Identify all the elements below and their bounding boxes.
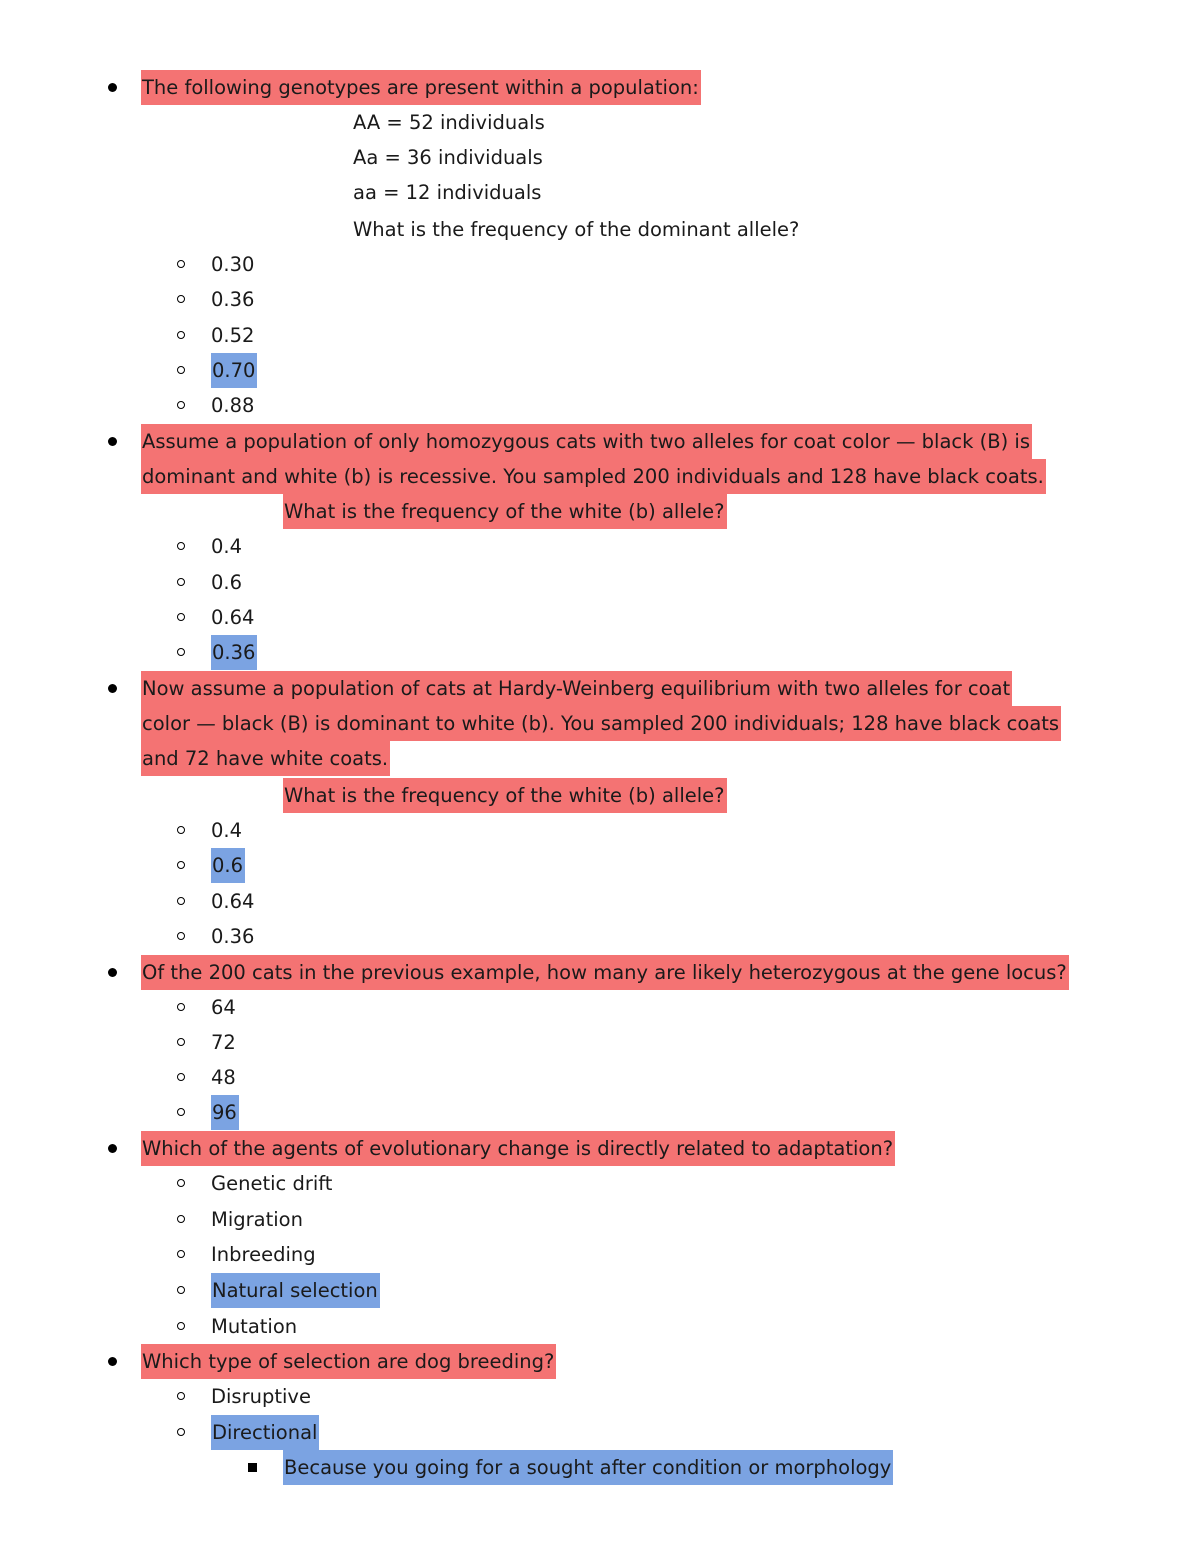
circle-bullet-icon [177, 1003, 185, 1011]
answer-option-correct [0, 1415, 1200, 1450]
question-3-text-line-2: color — black (B) is dominant to white (b). You sampled 200 individuals; 128 have black coats [141, 706, 1061, 741]
answer-option [0, 813, 1200, 848]
answer-explanation [0, 1450, 1200, 1485]
answer-option-text: 0.64 [211, 606, 255, 629]
answer-option [0, 1025, 1200, 1060]
question-4 [0, 955, 1200, 990]
question-2-continued [0, 459, 1200, 494]
answer-option-text: 0.36 [211, 288, 255, 311]
answer-option-text: 0.36 [211, 635, 257, 670]
answer-option-text: Natural selection [211, 1273, 380, 1308]
answer-option [0, 600, 1200, 635]
answer-option-text: 72 [211, 1031, 236, 1054]
circle-bullet-icon [177, 542, 185, 550]
answer-option-text: 96 [211, 1095, 239, 1130]
bullet-icon [108, 684, 117, 693]
answer-option-correct [0, 848, 1200, 883]
question-1-text: The following genotypes are present within a population: [141, 70, 701, 105]
question-5 [0, 1131, 1200, 1166]
answer-option-text: 0.36 [211, 925, 255, 948]
question-3-text-line-3: and 72 have white coats. [141, 741, 390, 776]
answer-option-text: 48 [211, 1066, 236, 1089]
circle-bullet-icon [177, 1038, 185, 1046]
genotype-heterozygous: Aa = 36 individuals [353, 146, 543, 169]
circle-bullet-icon [177, 401, 185, 409]
circle-bullet-icon [177, 932, 185, 940]
answer-option-text: 0.4 [211, 819, 243, 842]
circle-bullet-icon [177, 1322, 185, 1330]
answer-option-text: Directional [211, 1415, 319, 1450]
question-2 [0, 424, 1200, 459]
answer-option [0, 1379, 1200, 1414]
answer-option [0, 919, 1200, 954]
circle-bullet-icon [177, 897, 185, 905]
bullet-icon [108, 83, 117, 92]
circle-bullet-icon [177, 1179, 185, 1187]
bullet-icon [108, 1144, 117, 1153]
bullet-icon [108, 1357, 117, 1366]
answer-option [0, 318, 1200, 353]
genotype-line [0, 140, 1200, 175]
genotype-aa-recessive: aa = 12 individuals [353, 181, 542, 204]
answer-option [0, 282, 1200, 317]
bullet-icon [108, 437, 117, 446]
question-5-text: Which of the agents of evolutionary change is directly related to adaptation? [141, 1131, 895, 1166]
circle-bullet-icon [177, 648, 185, 656]
question-4-text: Of the 200 cats in the previous example, how many are likely heterozygous at the gene locus? [141, 955, 1069, 990]
answer-option-correct [0, 1095, 1200, 1130]
genotype-line [0, 105, 1200, 140]
circle-bullet-icon [177, 1428, 185, 1436]
answer-option-text: 0.6 [211, 571, 243, 594]
answer-option [0, 884, 1200, 919]
answer-option [0, 1237, 1200, 1272]
question-2-text-line-1: Assume a population of only homozygous cats with two alleles for coat color — black (B) is [141, 424, 1032, 459]
circle-bullet-icon [177, 366, 185, 374]
answer-option [0, 529, 1200, 564]
circle-bullet-icon [177, 1073, 185, 1081]
question-3-text-line-1: Now assume a population of cats at Hardy-Weinberg equilibrium with two alleles for coat [141, 671, 1012, 706]
answer-option-text: 0.52 [211, 324, 255, 347]
answer-option [0, 1060, 1200, 1095]
answer-option-text: 0.30 [211, 253, 255, 276]
answer-option-correct [0, 353, 1200, 388]
circle-bullet-icon [177, 295, 185, 303]
question-1 [0, 70, 1200, 105]
question-2-prompt-text: What is the frequency of the white (b) allele? [283, 494, 727, 529]
answer-option-text: Disruptive [211, 1385, 311, 1408]
circle-bullet-icon [177, 1215, 185, 1223]
question-2-text-line-2: dominant and white (b) is recessive. You sampled 200 individuals and 128 have black coats. [141, 459, 1046, 494]
question-1-prompt-text: What is the frequency of the dominant allele? [353, 218, 800, 241]
question-2-prompt [0, 494, 1200, 529]
answer-option-correct [0, 1273, 1200, 1308]
answer-option-correct [0, 635, 1200, 670]
answer-option [0, 388, 1200, 423]
answer-option-text: Migration [211, 1208, 303, 1231]
circle-bullet-icon [177, 826, 185, 834]
answer-option-text: Inbreeding [211, 1243, 316, 1266]
circle-bullet-icon [177, 1286, 185, 1294]
circle-bullet-icon [177, 861, 185, 869]
question-6-text: Which type of selection are dog breeding? [141, 1344, 556, 1379]
answer-option-text: 0.88 [211, 394, 255, 417]
answer-option-text: Genetic drift [211, 1172, 333, 1195]
question-3 [0, 671, 1200, 706]
question-3-continued [0, 741, 1200, 776]
circle-bullet-icon [177, 1108, 185, 1116]
genotype-aa-dominant: AA = 52 individuals [353, 111, 545, 134]
question-3-continued [0, 706, 1200, 741]
circle-bullet-icon [177, 331, 185, 339]
answer-option-text: 64 [211, 996, 236, 1019]
answer-option [0, 990, 1200, 1025]
circle-bullet-icon [177, 1250, 185, 1258]
circle-bullet-icon [177, 613, 185, 621]
circle-bullet-icon [177, 578, 185, 586]
answer-option [0, 1166, 1200, 1201]
answer-option [0, 247, 1200, 282]
question-1-prompt [0, 212, 1200, 247]
circle-bullet-icon [177, 1392, 185, 1400]
answer-explanation-text: Because you going for a sought after condition or morphology [283, 1450, 893, 1485]
answer-option [0, 565, 1200, 600]
answer-option-text: 0.64 [211, 890, 255, 913]
question-3-prompt [0, 778, 1200, 813]
question-6 [0, 1344, 1200, 1379]
answer-option [0, 1202, 1200, 1237]
answer-option-text: 0.70 [211, 353, 257, 388]
answer-option-text: 0.6 [211, 848, 245, 883]
genotype-line [0, 175, 1200, 210]
circle-bullet-icon [177, 260, 185, 268]
answer-option-text: 0.4 [211, 535, 243, 558]
square-bullet-icon [248, 1463, 257, 1472]
answer-option-text: Mutation [211, 1315, 298, 1338]
answer-option [0, 1309, 1200, 1344]
bullet-icon [108, 968, 117, 977]
question-3-prompt-text: What is the frequency of the white (b) allele? [283, 778, 727, 813]
